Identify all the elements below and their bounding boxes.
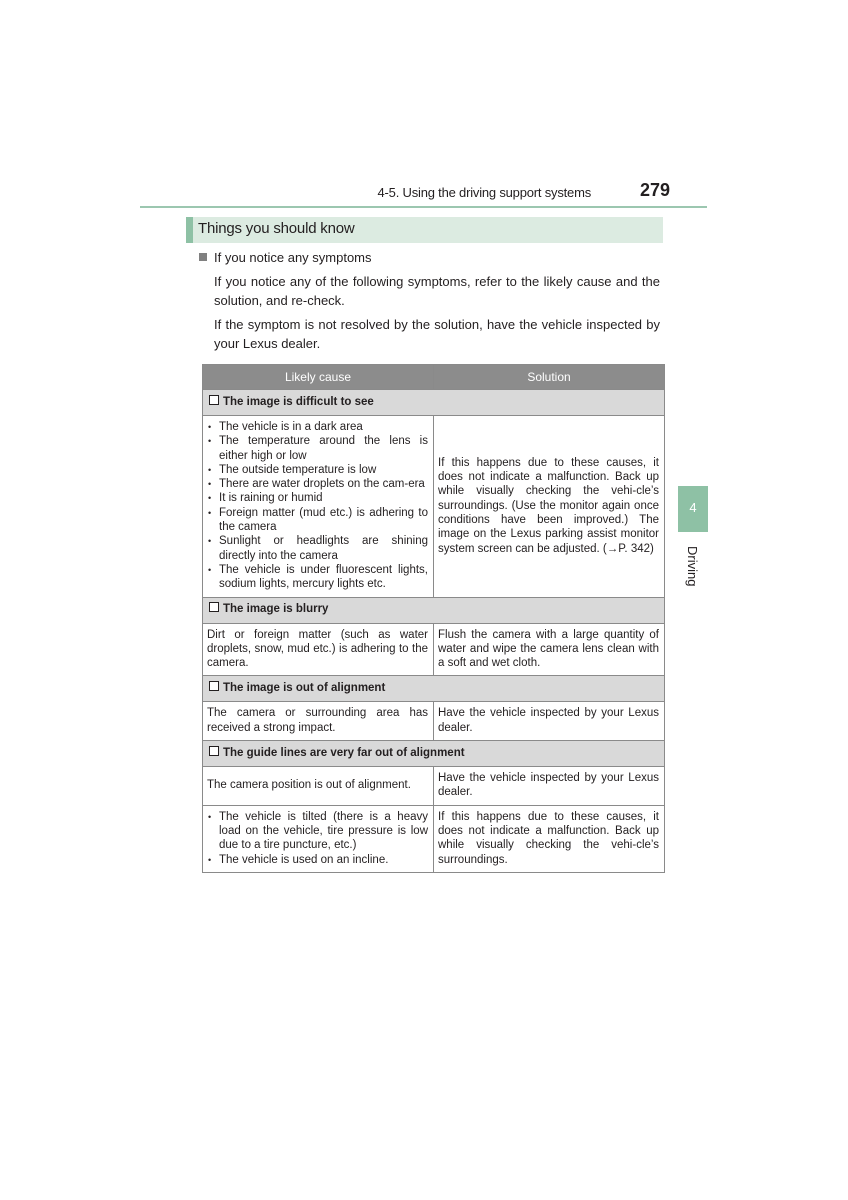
solution-cell: Have the vehicle inspected by your Lexus dealer. bbox=[434, 767, 665, 806]
list-item: • Foreign matter (mud etc.) is adhering to the camera bbox=[207, 506, 428, 535]
subheading bbox=[199, 250, 372, 265]
table-header-row bbox=[203, 365, 665, 390]
solution-cell: If this happens due to these causes, it does not indicate a malfunction. Back up while visually checking the vehi-cle’s surroundings. bbox=[434, 805, 665, 872]
section-title: Things you should know bbox=[198, 220, 355, 237]
table-row bbox=[203, 805, 665, 872]
solution-cell: Flush the camera with a large quantity of water and wipe the camera lens clean with a soft and wet cloth. bbox=[434, 623, 665, 676]
header-divider bbox=[140, 206, 707, 208]
list-item: • It is raining or humid bbox=[207, 491, 428, 505]
list-item: • There are water droplets on the cam-era bbox=[207, 477, 428, 491]
running-header-title: 4-5. Using the driving support systems bbox=[377, 185, 591, 200]
list-item: • Sunlight or headlights are shining directly into the camera bbox=[207, 534, 428, 563]
solution-cell: Have the vehicle inspected by your Lexus dealer. bbox=[434, 702, 665, 741]
category-title: The image is difficult to see bbox=[223, 395, 374, 408]
cause-list bbox=[207, 810, 428, 867]
checkbox-icon bbox=[209, 746, 219, 756]
category-cell bbox=[203, 390, 665, 416]
table-row bbox=[203, 416, 665, 598]
table-row bbox=[203, 767, 665, 806]
category-title: The image is out of alignment bbox=[223, 682, 386, 695]
list-item: • The vehicle is under fluorescent lights, sodium lights, mercury lights etc. bbox=[207, 563, 428, 592]
troubleshooting-table bbox=[202, 364, 665, 873]
cause-list bbox=[207, 420, 428, 592]
cause-cell: The camera position is out of alignment. bbox=[203, 767, 434, 806]
category-title: The image is blurry bbox=[223, 603, 329, 616]
cause-cell bbox=[203, 416, 434, 598]
list-item: • The outside temperature is low bbox=[207, 463, 428, 477]
table-row bbox=[203, 702, 665, 741]
subheading-text: If you notice any symptoms bbox=[214, 250, 372, 265]
square-bullet-icon bbox=[199, 253, 207, 261]
list-item: • The vehicle is used on an incline. bbox=[207, 853, 428, 867]
category-title: The guide lines are very far out of alignment bbox=[223, 746, 465, 759]
solution-cell: If this happens due to these causes, it does not indicate a malfunction. Back up while visually checking the vehi-cle’s surroundings. (Use the monitor again once conditions have been improved.) The image on the Lexus parking assist monitor system screen can be adjusted. (→P. 342) bbox=[434, 416, 665, 598]
category-row bbox=[203, 741, 665, 767]
checkbox-icon bbox=[209, 395, 219, 405]
page-number: 279 bbox=[640, 180, 671, 200]
category-row bbox=[203, 597, 665, 623]
checkbox-icon bbox=[209, 602, 219, 612]
list-item: • The vehicle is tilted (there is a heavy load on the vehicle, tire pressure is low due to a tire puncture, etc.) bbox=[207, 810, 428, 853]
section-title-bar bbox=[186, 217, 663, 243]
column-header-cause: Likely cause bbox=[203, 365, 434, 390]
list-item: • The vehicle is in a dark area bbox=[207, 420, 428, 434]
category-row bbox=[203, 390, 665, 416]
category-cell bbox=[203, 676, 665, 702]
table-row bbox=[203, 623, 665, 676]
category-cell bbox=[203, 741, 665, 767]
chapter-tab[interactable]: 4 bbox=[678, 486, 708, 532]
cause-cell: Dirt or foreign matter (such as water droplets, snow, mud etc.) is adhering to the camera. bbox=[203, 623, 434, 676]
category-cell bbox=[203, 597, 665, 623]
cause-cell: The camera or surrounding area has received a strong impact. bbox=[203, 702, 434, 741]
dealer-paragraph: If the symptom is not resolved by the solution, have the vehicle inspected by your Lexus dealer. bbox=[214, 317, 660, 351]
chapter-tab-label: Driving bbox=[685, 546, 700, 587]
cause-cell bbox=[203, 805, 434, 872]
category-row bbox=[203, 676, 665, 702]
intro-paragraph: If you notice any of the following symptoms, refer to the likely cause and the solution, and re-check. bbox=[214, 274, 660, 308]
list-item: • The temperature around the lens is either high or low bbox=[207, 434, 428, 463]
checkbox-icon bbox=[209, 681, 219, 691]
column-header-solution: Solution bbox=[434, 365, 665, 390]
